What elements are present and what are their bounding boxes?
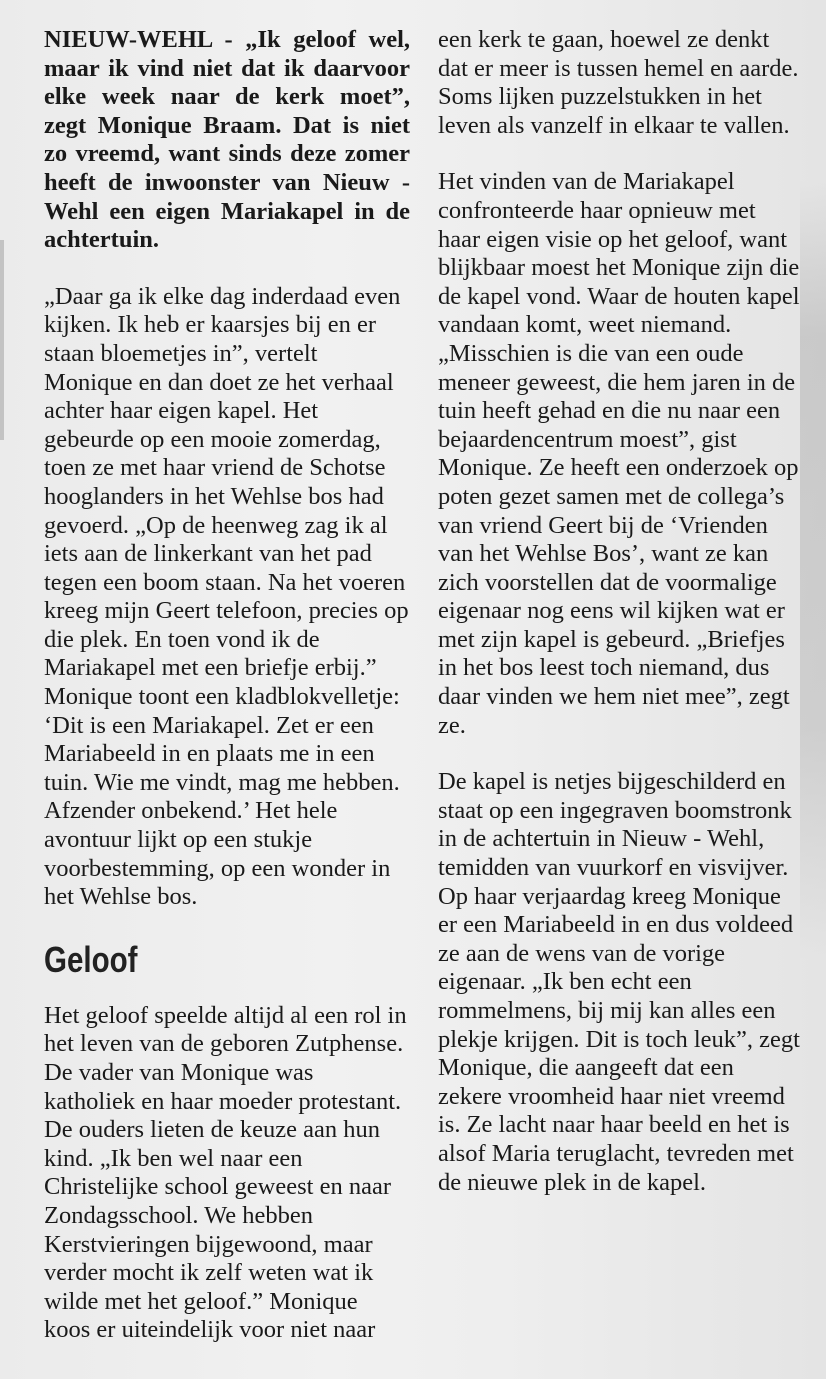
scan-edge-shadow: [0, 240, 4, 440]
article-paragraph-4: De kapel is netjes bijgeschilderd en staat op een ingegraven boomstronk in de achtertuin in Nieuw - Wehl, temidden van vuurkorf en visvijver. Op haar verjaardag kreeg Monique er een Mariabeeld in en dus voldeed ze aan de wens van de vorige eigenaar. „Ik ben echt een rommelmens, bij mij kan alles een plekje krijgen. Dit is toch leuk”, zegt Monique, die aangeeft dat een zekere vroomheid haar niet vreemd is. Ze lacht naar haar beeld en het is alsof Maria teruglacht, tevreden met de nieuwe plek in de kapel.: [438, 768, 800, 1196]
article-paragraph-2: Het geloof speelde altijd al een rol in het leven van de geboren Zutphense. De vader van Monique was katholiek en haar moeder protestant. De ouders lieten de keuze aan hun kind. „Ik ben wel naar een Christelijke school geweest en naar Zondagsschool. We hebben Kerstvieringen bijgewoond, maar verder mocht ik zelf weten wat ik wilde met het geloof.” Monique koos er uiteindelijk voor niet naar: [44, 1001, 407, 1344]
article-lead: NIEUW-WEHL - „Ik geloof wel, maar ik vind niet dat ik daarvoor elke week naar de kerk moet”, zegt Monique Braam. Dat is niet zo vreemd, want sinds deze zomer heeft de inwoonster van Nieuw - Wehl een eigen Mariakapel in de achtertuin.: [44, 26, 410, 254]
article-paragraph-3: Het vinden van de Mariakapel confronteerde haar opnieuw met haar eigen visie op het geloof, want blijkbaar moest het Monique zijn die de kapel vond. Waar de houten kapel vandaan komt, weet niemand. „Misschien is die van een oude meneer geweest, die hem jaren in de tuin heeft gehad en die nu naar een bejaardencentrum moest”, gist Monique. Ze heeft een onderzoek op poten gezet samen met de collega’s van vriend Geert bij de ‘Vrienden van het Wehlse Bos’, want ze kan zich voorstellen dat de voormalige eigenaar nog eens wil kijken wat er met zijn kapel is gebeurd. „Briefjes in het bos leest toch niemand, dus daar vinden we hem niet mee”, zegt ze.: [438, 168, 800, 739]
article-column-left: [44, 26, 410, 1345]
article-paragraph-2-continued: een kerk te gaan, hoewel ze denkt dat er meer is tussen hemel en aarde. Soms lijken puzzelstukken in het leven als vanzelf in elkaar te vallen.: [438, 26, 799, 139]
print-bleed-through: [800, 180, 826, 960]
article-paragraph-1: „Daar ga ik elke dag inderdaad even kijken. Ik heb er kaarsjes bij en er staan bloemetjes in”, vertelt Monique en dan doet ze het verhaal achter haar eigen kapel. Het gebeurde op een mooie zomerdag, toen ze met haar vriend de Schotse hooglanders in het Wehlse bos had gevoerd. „Op de heenweg zag ik al iets aan de linkerkant van het pad tegen een boom staan. Na het voeren kreeg mijn Geert telefoon, precies op die plek. En toen vond ik de Mariakapel met een briefje erbij.” Monique toont een kladblokvelletje: ‘Dit is een Mariakapel. Zet er een Mariabeeld in en plaats me in een tuin. Wie me vindt, mag me hebben. Afzender onbekend.’ Het hele avontuur lijkt op een stukje voorbestemming, op een wonder in het Wehlse bos.: [44, 282, 409, 911]
section-heading: Geloof: [44, 938, 138, 980]
article-column-right: [438, 26, 800, 1197]
